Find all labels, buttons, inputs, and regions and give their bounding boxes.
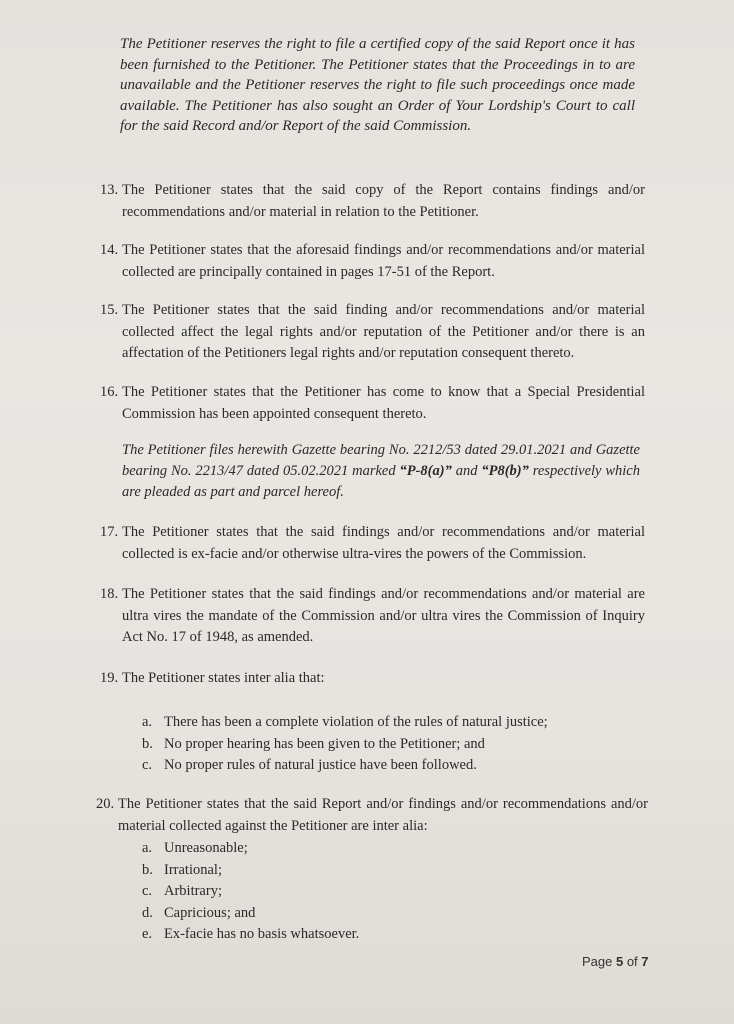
list-item: [142, 755, 622, 777]
paragraph-20: [96, 794, 648, 837]
list-item: [142, 860, 622, 882]
paragraph-text: The Petitioner states inter alia that:: [122, 670, 325, 686]
page-number-of: of: [623, 954, 642, 969]
gazette-note-and: and: [451, 463, 482, 479]
page-number-prefix: Page: [582, 954, 616, 969]
list-item-text: There has been a complete violation of the rules of natural justice;: [164, 714, 548, 730]
paragraph-number: 16.: [100, 384, 119, 400]
exhibit-mark-p8a: “P-8(a)”: [399, 463, 452, 479]
list-item: [142, 838, 622, 860]
list-item: [142, 924, 622, 946]
paragraph-16: [100, 382, 645, 425]
list-item-letter: a.: [142, 840, 153, 856]
list-item-letter: b.: [142, 735, 153, 752]
paragraph-number: 18.: [100, 586, 119, 602]
list-item: [142, 712, 622, 734]
gazette-note-tail: respectively which are pleaded as part and parcel hereof.: [122, 463, 640, 500]
page-number-current: 5: [615, 954, 624, 969]
paragraph-text: The Petitioner states that the said copy of the Report contains findings and/or recommendations and/or material in relation to the Petitioner.: [122, 182, 645, 220]
paragraph-14: [100, 240, 645, 283]
list-item-text: No proper rules of natural justice have been followed.: [164, 757, 477, 774]
paragraph-number: 20.: [96, 796, 115, 812]
list-item-text: Irrational;: [164, 861, 222, 878]
list-item-text: No proper hearing has been given to the Petitioner; and: [164, 735, 485, 752]
paragraph-15: [100, 300, 645, 365]
paragraph-13: [100, 180, 645, 223]
list-item: [142, 903, 622, 925]
intro-paragraph: The Petitioner reserves the right to file a certified copy of the said Report once it has been furnished to the Petitioner. The Petitioner states that the Proceedings in to are unavailable and the Petitioner reserves the right to file such proceedings once made available. The Petitioner has also sought an Order of Your Lordship's Court to call for the said Record and/or Report of the said Commission.: [120, 36, 635, 134]
gazette-note: [122, 440, 640, 503]
paragraph-number: 13.: [100, 182, 119, 198]
paragraph-19: [100, 668, 645, 690]
paragraph-number: 17.: [100, 524, 119, 540]
list-item-text: Arbitrary;: [164, 883, 222, 900]
paragraph-number: 14.: [100, 242, 119, 258]
list-item: [142, 881, 622, 903]
list-item-letter: d.: [142, 904, 153, 921]
list-item-letter: c.: [142, 883, 153, 900]
list-item-letter: a.: [142, 714, 153, 730]
list-item-text: Unreasonable;: [164, 840, 248, 856]
paragraph-text: The Petitioner states that the said Report and/or findings and/or recommendations and/or material collected against the Petitioner are inter alia:: [118, 796, 648, 834]
page-number: [582, 954, 649, 969]
paragraph-number: 19.: [100, 670, 119, 686]
exhibit-mark-p8b: “P8(b)”: [481, 463, 529, 479]
list-item-text: Ex-facie has no basis whatsoever.: [164, 926, 360, 943]
paragraph-17: [100, 522, 645, 565]
paragraph-18: [100, 584, 645, 649]
list-item-letter: e.: [142, 926, 153, 943]
paragraph-text: The Petitioner states that the aforesaid findings and/or recommendations and/or material collected are principally contained in pages 17-51 of the Report.: [122, 242, 645, 280]
paragraph-number: 15.: [100, 302, 119, 318]
paragraph-text: The Petitioner states that the said findings and/or recommendations and/or material are ultra vires the mandate of the Commission and/or ultra vires the Commission of Inquiry Act No. 17 of 1948, as amended.: [122, 586, 645, 645]
paragraph-text: The Petitioner states that the said finding and/or recommendations and/or material collected affect the legal rights and/or reputation of the Petitioner and/or there is an affectation of the Petitioners legal rights and/or reputation consequent thereto.: [122, 302, 645, 361]
paragraph-text: The Petitioner states that the Petitioner has come to know that a Special Presidential Commission has been appointed consequent thereto.: [122, 384, 645, 422]
list-item: [142, 734, 622, 756]
list-item-letter: c.: [142, 757, 153, 774]
paragraph-text: The Petitioner states that the said findings and/or recommendations and/or material collected is ex-facie and/or otherwise ultra-vires the powers of the Commission.: [122, 524, 645, 562]
paragraph-19-list: [142, 712, 622, 777]
list-item-letter: b.: [142, 861, 153, 878]
page-number-total: 7: [641, 954, 649, 969]
gazette-note-text: The Petitioner files herewith Gazette bearing No. 2212/53 dated 29.01.2021 and Gazette bearing No. 2213/47 dated 05.02.2021 marked: [122, 442, 640, 479]
list-item-text: Capricious; and: [164, 904, 256, 921]
paragraph-20-list: [142, 838, 622, 946]
